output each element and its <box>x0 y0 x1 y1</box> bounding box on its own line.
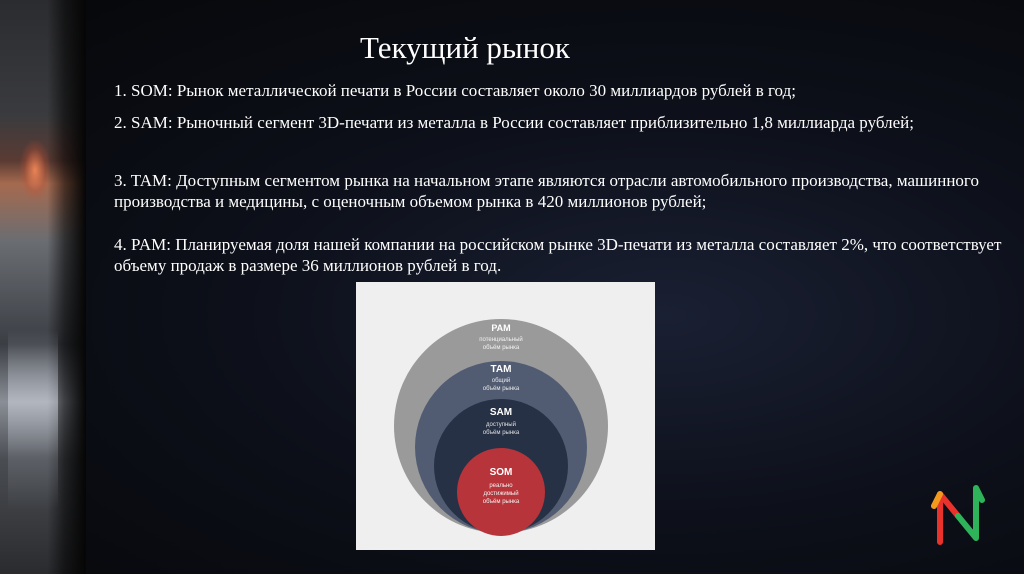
som-line1: реально <box>489 483 513 489</box>
tam-line1: общий <box>491 378 511 384</box>
metal-glow <box>20 140 50 200</box>
som-line3: объём рынка <box>482 499 520 505</box>
sam-line1: доступный <box>486 422 516 428</box>
sam-label: SAM <box>489 407 513 418</box>
som-line2: достижимый <box>483 491 519 497</box>
slide-title: Текущий рынок <box>360 30 570 65</box>
som-label: SOM <box>489 467 513 478</box>
pam-line2: объём рынка <box>482 345 520 351</box>
market-size-diagram <box>356 282 655 550</box>
left-photo-strip <box>0 0 86 574</box>
pam-label: PAM <box>491 323 511 333</box>
item-tam: 3. TAM: Доступным сегментом рынка на начальном этапе являются отрасли автомобильного производства, машинного производства и медицины, с оценочным объемом рынка в 420 миллионов рублей; <box>114 171 979 211</box>
sam-line2: объём рынка <box>482 430 520 436</box>
logo-stroke-red <box>940 494 958 542</box>
tam-label: TAM <box>490 364 512 375</box>
item-som: 1. SOM: Рынок металлической печати в России составляет около 30 миллиардов рублей в год; <box>114 81 796 100</box>
item-sam: 2. SAM: Рыночный сегмент 3D-печати из металла в России составляет приблизительно 1,8 миллиарда рублей; <box>114 113 914 132</box>
company-logo <box>930 480 986 550</box>
logo-stroke-green <box>958 488 982 538</box>
item-pam: 4. PAM: Планируемая доля нашей компании на российском рынке 3D-печати из металла составляет 2%, что соответствует объему продаж в размере 36 миллионов рублей в год. <box>114 235 1002 275</box>
pam-line1: потенциальный <box>479 337 523 343</box>
metal-shine <box>8 330 58 510</box>
tam-line2: объём рынка <box>482 386 520 392</box>
